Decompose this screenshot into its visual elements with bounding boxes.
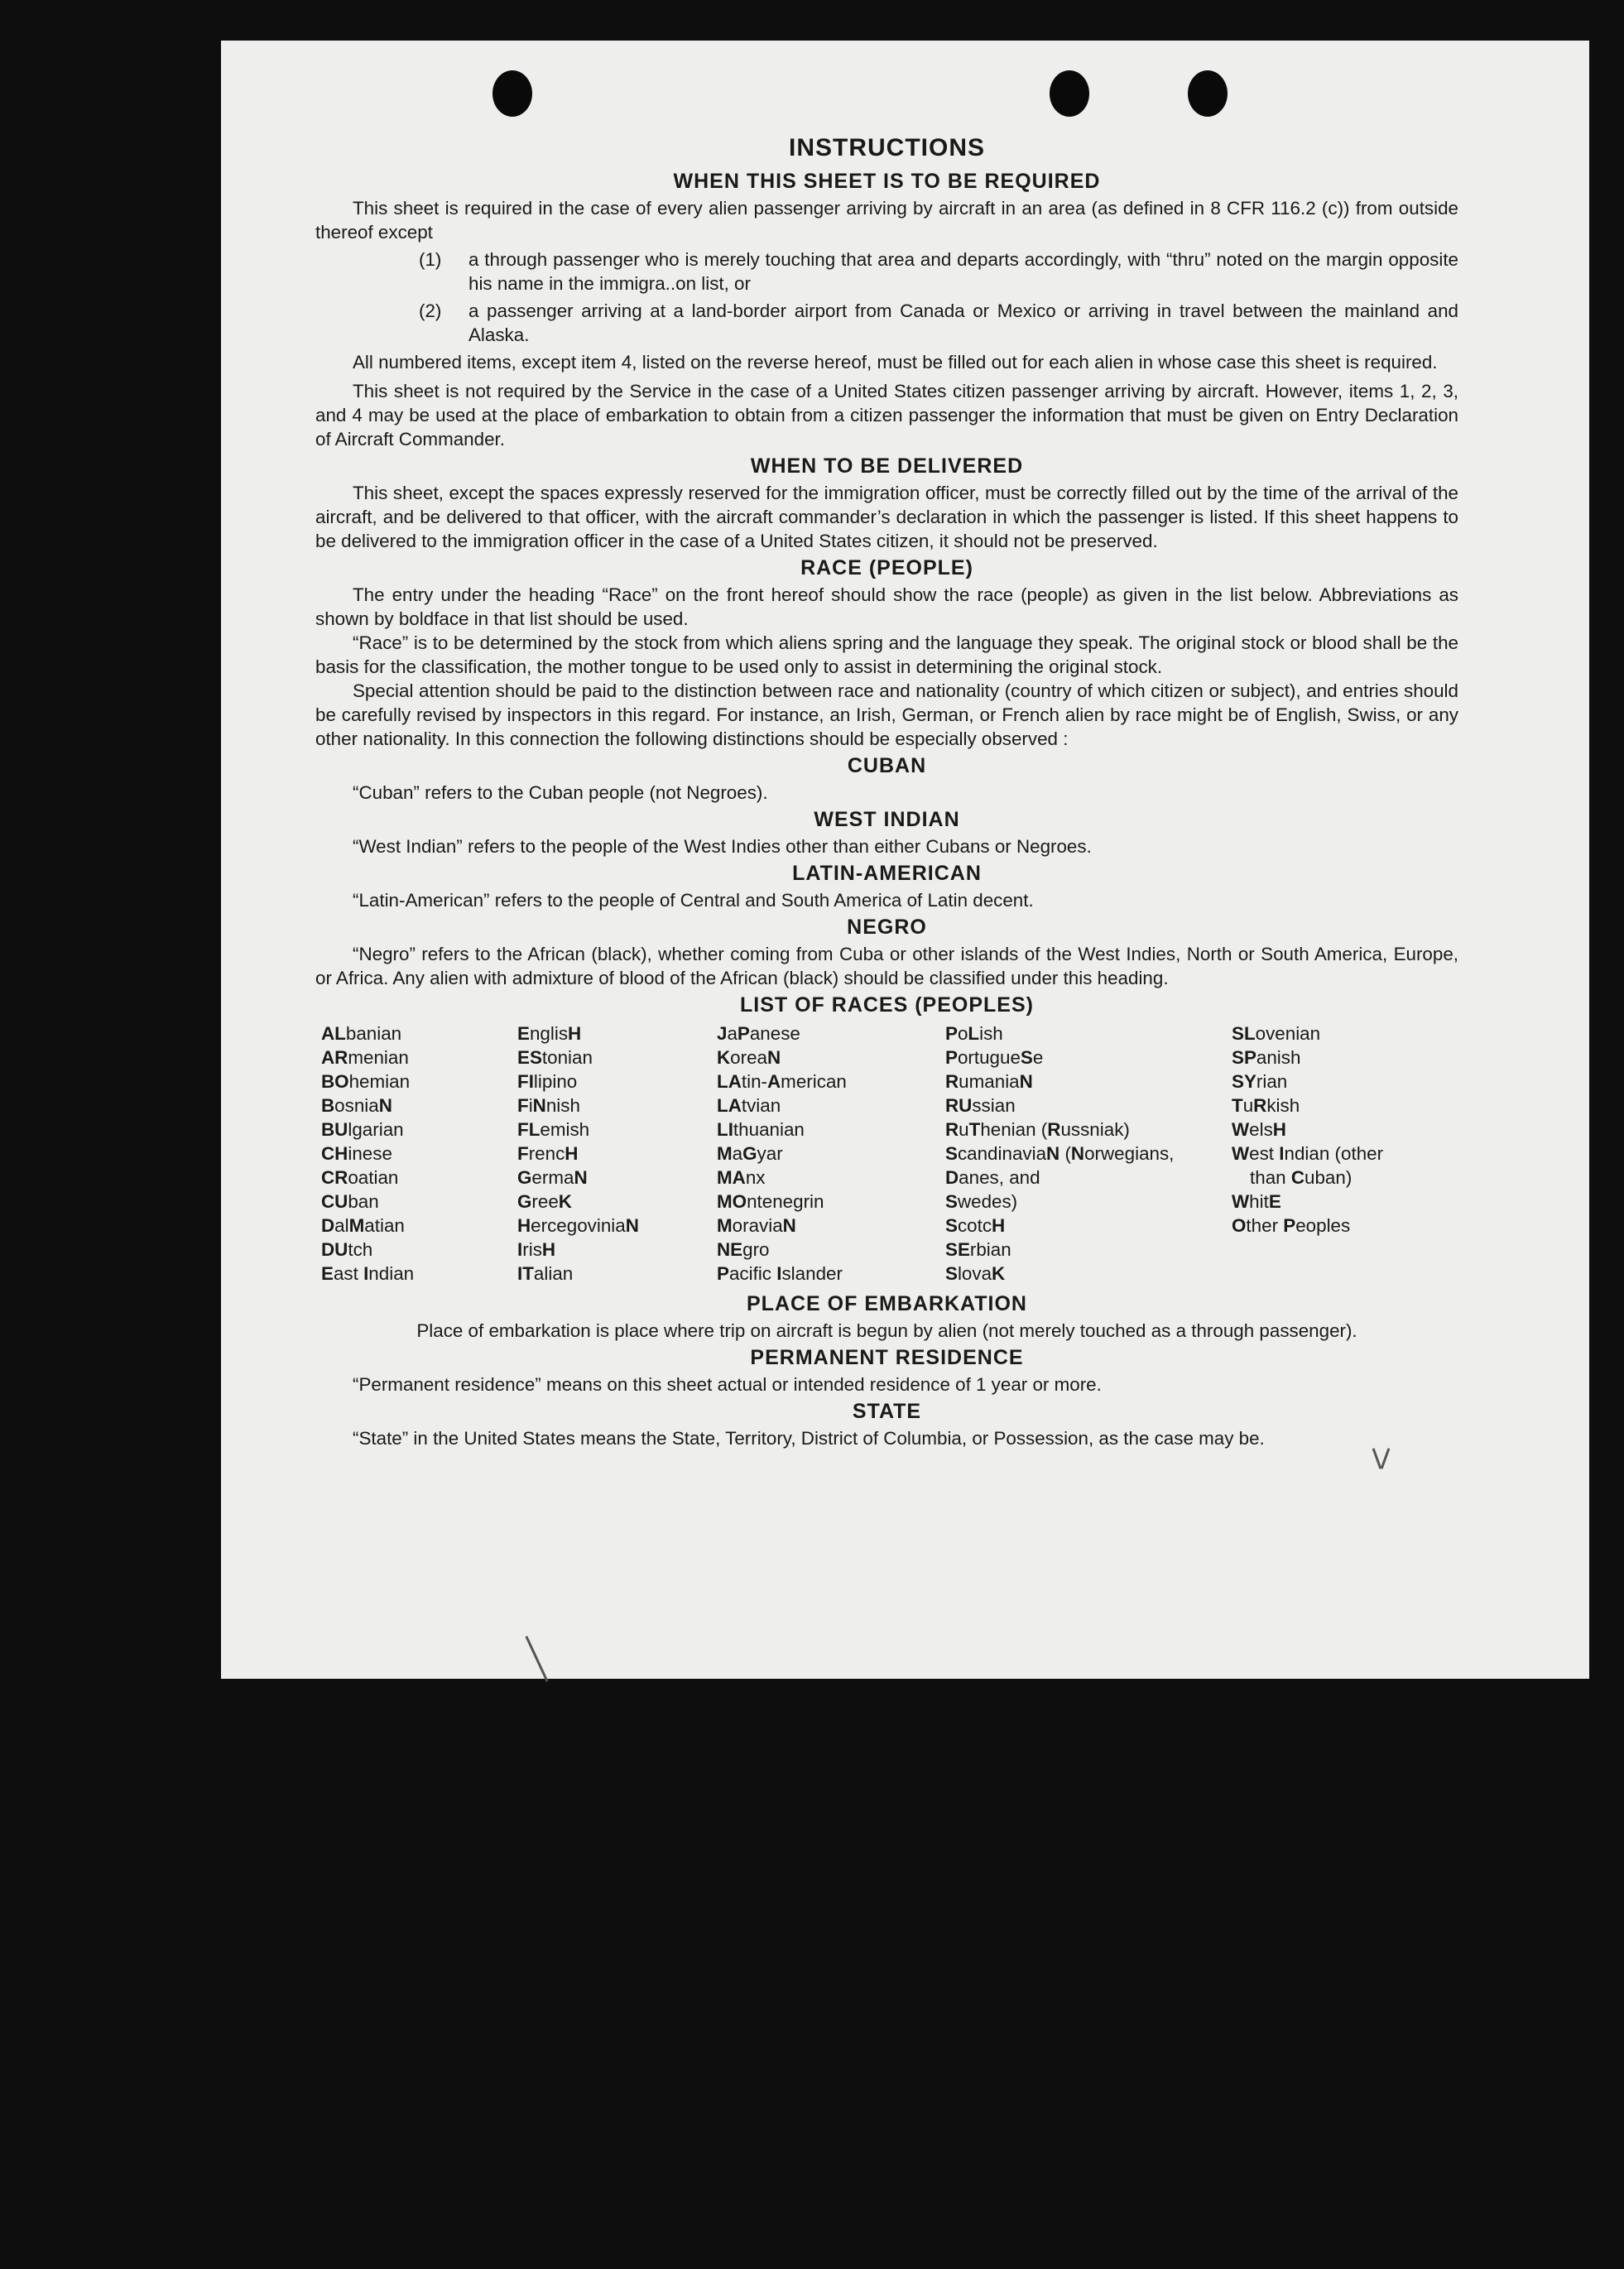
heading-when-required: WHEN THIS SHEET IS TO BE REQUIRED [673, 170, 1101, 193]
races-column-1 [321, 1022, 517, 1286]
race-entry: than Cuban) [1250, 1167, 1353, 1188]
race-entry: ITalian [517, 1263, 574, 1284]
race-entry: PortugueSe [945, 1047, 1044, 1068]
race-entry: GreeK [517, 1191, 572, 1212]
race-entry: DalMatian [321, 1215, 405, 1236]
page-title: INSTRUCTIONS [789, 134, 985, 161]
race-entry: RumaniaN [945, 1071, 1033, 1092]
heading-cuban: CUBAN [847, 754, 927, 777]
race-entry: PoLish [945, 1023, 1003, 1044]
punch-hole-3 [1188, 70, 1228, 117]
race-p2: “Race” is to be determined by the stock from which aliens spring and the language they speak. The original stock or blood shall be the basis for the classification, the mother tongue to be used only to assist in determining the original stock. [315, 632, 1458, 677]
item-number: (2) [419, 300, 442, 321]
race-entry: Danes, and [945, 1167, 1040, 1188]
race-p3: Special attention should be paid to the distinction between race and nationality (country of which citizen or subject), and entries should be carefully revised by inspectors in this regard. For instance, an Irish, German, or French alien by race might be of English, Swiss, or any other nationality. In this connection the following distinctions should be especially observed : [315, 680, 1458, 749]
heading-embarkation: PLACE OF EMBARKATION [747, 1292, 1027, 1315]
exception-item-2 [315, 299, 1458, 347]
race-entry: IrisH [517, 1239, 556, 1260]
race-entry: KoreaN [717, 1047, 781, 1068]
race-entry: SYrian [1232, 1071, 1288, 1092]
race-entry: MOntenegrin [717, 1191, 824, 1212]
races-column-4 [945, 1022, 1232, 1286]
race-entry: LAtvian [717, 1095, 781, 1116]
race-entry: WelsH [1232, 1119, 1286, 1140]
race-entry: Pacific Islander [717, 1263, 843, 1284]
race-entry: HercegoviniaN [517, 1215, 639, 1236]
negro-text: “Negro” refers to the African (black), whether coming from Cuba or other islands of the West Indies, North or South America, Europe, or Africa. Any alien with admixture of blood of the African (black) should be classified under this heading. [315, 944, 1458, 988]
race-entry: DUtch [321, 1239, 373, 1260]
races-column-3 [717, 1022, 945, 1286]
race-entry: CHinese [321, 1143, 392, 1164]
heading-when-delivered: WHEN TO BE DELIVERED [750, 454, 1024, 478]
races-column-2 [517, 1022, 717, 1286]
race-entry: BOhemian [321, 1071, 411, 1092]
race-entry: GermaN [517, 1167, 588, 1188]
race-entry: CUban [321, 1191, 379, 1212]
item-number: (1) [419, 249, 442, 270]
race-entry: FiNnish [517, 1095, 580, 1116]
heading-list-of-races: LIST OF RACES (PEOPLES) [740, 993, 1034, 1017]
race-entry: SlovaK [945, 1263, 1006, 1284]
cuban-text: “Cuban” refers to the Cuban people (not Negroes). [353, 782, 768, 803]
race-entry: NEgro [717, 1239, 770, 1260]
pencil-tick-mark [1381, 1448, 1391, 1469]
exception-item-1 [315, 248, 1458, 296]
west-indian-text: “West Indian” refers to the people of the West Indies other than either Cubans or Negroes. [353, 836, 1092, 857]
heading-negro: NEGRO [847, 916, 927, 939]
stray-mark [525, 1636, 548, 1682]
race-entry: SPanish [1232, 1047, 1301, 1068]
document-sheet [221, 41, 1589, 1679]
race-entry: CRoatian [321, 1167, 399, 1188]
embarkation-text: Place of embarkation is place where trip on aircraft is begun by alien (not merely touched as a through passenger). [416, 1320, 1357, 1341]
race-entry: ScotcH [945, 1215, 1006, 1236]
heading-west-indian: WEST INDIAN [814, 808, 960, 831]
latin-american-text: “Latin-American” refers to the people of Central and South America of Latin decent. [353, 890, 1034, 911]
race-entry: WhitE [1232, 1191, 1281, 1212]
punch-hole-2 [1050, 70, 1089, 117]
heading-latin-american: LATIN-AMERICAN [792, 862, 982, 885]
race-entry: RuThenian (Russniak) [945, 1119, 1130, 1140]
race-entry: SErbian [945, 1239, 1011, 1260]
item-text: a passenger arriving at a land-border airport from Canada or Mexico or arriving in travel between the mainland and Alaska. [468, 300, 1458, 345]
race-entry: RUssian [945, 1095, 1016, 1116]
when-required-p3: This sheet is not required by the Service in the case of a United States citizen passenger arriving by aircraft. However, items 1, 2, 3, and 4 may be used at the place of embarkation to obtain from a citizen passenger the information that must be given on Entry Declaration of Aircraft Commander. [315, 381, 1458, 449]
race-p1: The entry under the heading “Race” on the front hereof should show the race (people) as given in the list below. Abbreviations as shown by boldface in that list should be used. [315, 584, 1458, 629]
race-entry: EnglisH [517, 1023, 582, 1044]
when-delivered-p1: This sheet, except the spaces expressly reserved for the immigration officer, must be correctly filled out by the time of the arrival of the aircraft, and be delivered to that officer, with the aircraft commander’s declaration in which the passenger is listed. If this sheet happens to be delivered to the immigration officer in the case of a United States citizen, it should not be preserved. [315, 483, 1458, 551]
race-entry: SLovenian [1232, 1023, 1321, 1044]
heading-permanent-residence: PERMANENT RESIDENCE [750, 1346, 1024, 1369]
race-entry: FrencH [517, 1143, 579, 1164]
race-entry: West Indian (other [1232, 1143, 1384, 1164]
race-entry: FIlipino [517, 1071, 578, 1092]
races-list [321, 1022, 1458, 1286]
race-entry: BUlgarian [321, 1119, 404, 1140]
race-entry: ALbanian [321, 1023, 402, 1044]
heading-state: STATE [852, 1400, 922, 1423]
race-entry: JaPanese [717, 1023, 800, 1044]
permanent-residence-text: “Permanent residence” means on this sheet actual or intended residence of 1 year or more. [353, 1374, 1102, 1395]
race-entry: LAtin-American [717, 1071, 847, 1092]
race-entry: Swedes) [945, 1191, 1018, 1212]
race-entry: LIthuanian [717, 1119, 805, 1140]
race-entry: MoraviaN [717, 1215, 796, 1236]
state-text: “State” in the United States means the State, Territory, District of Columbia, or Possession, as the case may be. [353, 1428, 1265, 1449]
item-text: a through passenger who is merely touching that area and departs accordingly, with “thru” noted on the margin opposite his name in the immigra..on list, or [468, 249, 1458, 294]
when-required-intro: This sheet is required in the case of every alien passenger arriving by aircraft in an area (as defined in 8 CFR 116.2 (c)) from outside thereof except [315, 198, 1458, 243]
race-entry: MAnx [717, 1167, 766, 1188]
race-entry: Other Peoples [1232, 1215, 1351, 1236]
punch-hole-1 [492, 70, 532, 117]
race-entry: BosniaN [321, 1095, 392, 1116]
race-entry: East Indian [321, 1263, 415, 1284]
races-column-5 [1232, 1022, 1447, 1286]
race-entry: ARmenian [321, 1047, 409, 1068]
race-entry: ScandinaviaN (Norwegians, [945, 1143, 1175, 1164]
heading-race: RACE (PEOPLE) [800, 556, 973, 579]
race-entry: MaGyar [717, 1143, 783, 1164]
race-entry: TuRkish [1232, 1095, 1300, 1116]
race-entry: FLemish [517, 1119, 590, 1140]
when-required-p2: All numbered items, except item 4, listed on the reverse hereof, must be filled out for each alien in whose case this sheet is required. [353, 352, 1438, 373]
race-entry: EStonian [517, 1047, 593, 1068]
